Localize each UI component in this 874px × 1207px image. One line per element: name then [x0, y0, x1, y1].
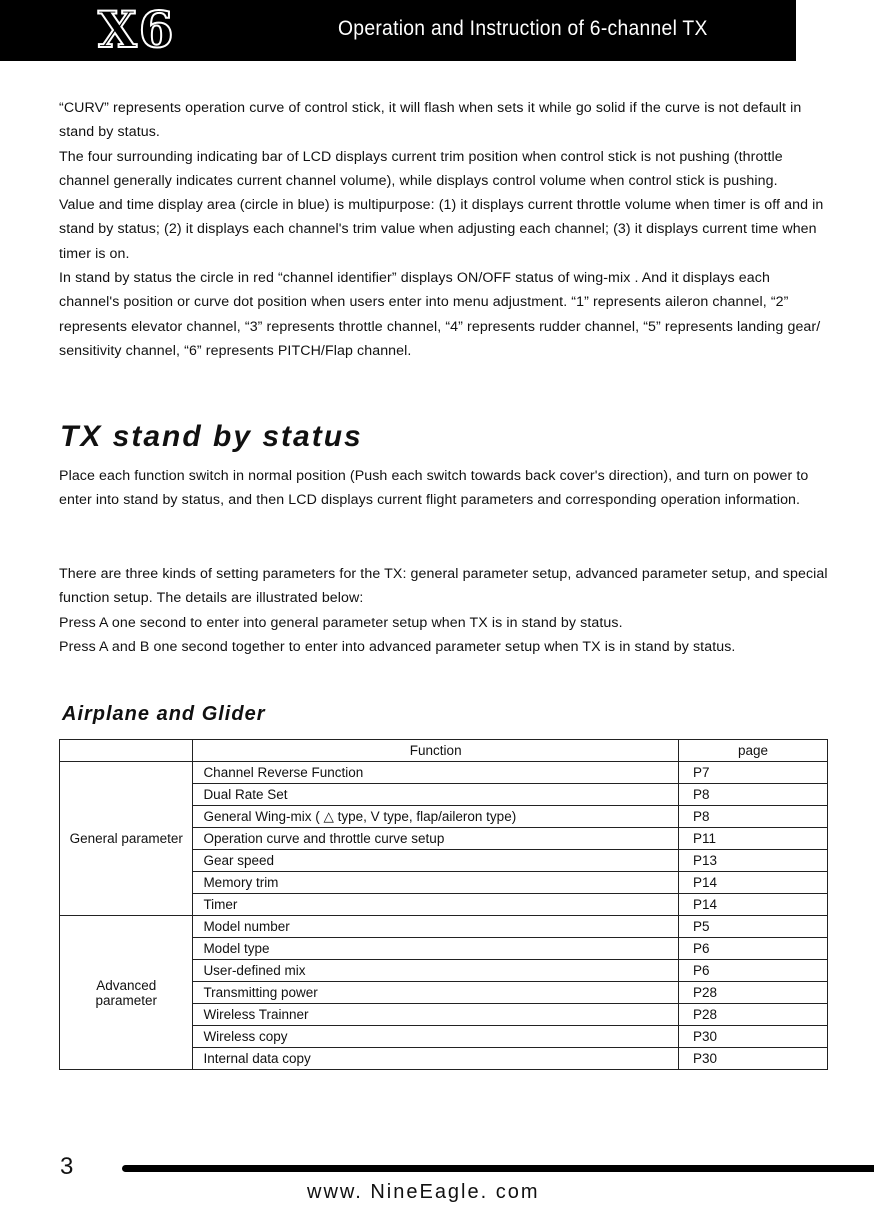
function-cell: Memory trim — [193, 872, 679, 894]
function-cell: Internal data copy — [193, 1048, 679, 1070]
function-cell: Model number — [193, 916, 679, 938]
group-general: General parameter — [60, 762, 193, 916]
header-title: Operation and Instruction of 6-channel TX — [338, 17, 708, 40]
page-cell: P6 — [678, 938, 827, 960]
footer-divider — [122, 1165, 874, 1172]
function-cell: Operation curve and throttle curve setup — [193, 828, 679, 850]
setting-paragraph: There are three kinds of setting parameters for the TX: general parameter setup, advanced parameter setup, and special function setup. The details are illustrated below: — [59, 566, 828, 607]
table-header-blank — [60, 740, 193, 762]
table-title: Airplane and Glider — [62, 703, 266, 725]
function-cell: Dual Rate Set — [193, 784, 679, 806]
page-cell: P14 — [678, 894, 827, 916]
function-cell: Gear speed — [193, 850, 679, 872]
setting-paragraph: Press A one second to enter into general parameter setup when TX is in stand by status. — [59, 614, 623, 631]
standby-paragraph: Place each function switch in normal position (Push each switch towards back cover's direction), and turn on power to enter into stand by status, and then LCD displays current flight parameters and corresponding operation information. — [59, 468, 809, 509]
section-title: TX stand by status — [60, 420, 363, 453]
page-cell: P11 — [678, 828, 827, 850]
function-cell: General Wing-mix ( △ type, V type, flap/aileron type) — [193, 806, 679, 828]
function-table — [59, 739, 828, 1070]
function-cell: Wireless Trainner — [193, 1004, 679, 1026]
function-cell: User-defined mix — [193, 960, 679, 982]
setting-paragraph: Press A and B one second together to enter into advanced parameter setup when TX is in stand by status. — [59, 638, 736, 655]
table-header-row — [60, 740, 828, 762]
page-cell: P6 — [678, 960, 827, 982]
standby-section — [59, 464, 831, 513]
page-cell: P5 — [678, 916, 827, 938]
function-cell: Channel Reverse Function — [193, 762, 679, 784]
page-cell: P8 — [678, 806, 827, 828]
table-header-function: Function — [193, 740, 679, 762]
function-cell: Timer — [193, 894, 679, 916]
setting-section — [59, 562, 831, 659]
logo: X6 — [98, 0, 176, 59]
page-cell: P30 — [678, 1026, 827, 1048]
function-cell: Wireless copy — [193, 1026, 679, 1048]
intro-section — [59, 96, 831, 363]
intro-paragraph: Value and time display area (circle in blue) is multipurpose: (1) it displays current throttle volume when timer is off and in stand by status; (2) it displays each channel's trim value when adjusting each channel; (3) it displays current time when timer is on. — [59, 197, 824, 262]
intro-paragraph: In stand by status the circle in red “channel identifier” displays ON/OFF status of wing-mix . And it displays each channel's position or curve dot position when users enter into menu adjustment. “1” represents aileron channel, “2” represents elevator channel, “3” represents throttle channel, “4” represents rudder channel, “5” represents landing gear/ sensitivity channel, “6” represents PITCH/Flap channel. — [59, 270, 821, 359]
group-advanced: Advanced parameter — [60, 916, 193, 1070]
page-number: 3 — [60, 1153, 74, 1180]
intro-paragraph: “CURV” represents operation curve of control stick, it will flash when sets it while go solid if the curve is not default in stand by status. — [59, 100, 802, 141]
page-cell: P28 — [678, 1004, 827, 1026]
function-cell: Transmitting power — [193, 982, 679, 1004]
page-cell: P14 — [678, 872, 827, 894]
table-row — [60, 762, 828, 784]
table-header-page: page — [678, 740, 827, 762]
footer-url[interactable]: www. NineEagle. com — [307, 1181, 540, 1203]
page-cell: P8 — [678, 784, 827, 806]
intro-paragraph: The four surrounding indicating bar of LCD displays current trim position when control stick is not pushing (throttle channel generally indicates current channel volume), while displays control volume when control stick is pushing. — [59, 148, 783, 189]
page-cell: P7 — [678, 762, 827, 784]
header-bar — [0, 0, 796, 61]
page-cell: P30 — [678, 1048, 827, 1070]
function-cell: Model type — [193, 938, 679, 960]
page-cell: P13 — [678, 850, 827, 872]
page-cell: P28 — [678, 982, 827, 1004]
table-row — [60, 916, 828, 938]
